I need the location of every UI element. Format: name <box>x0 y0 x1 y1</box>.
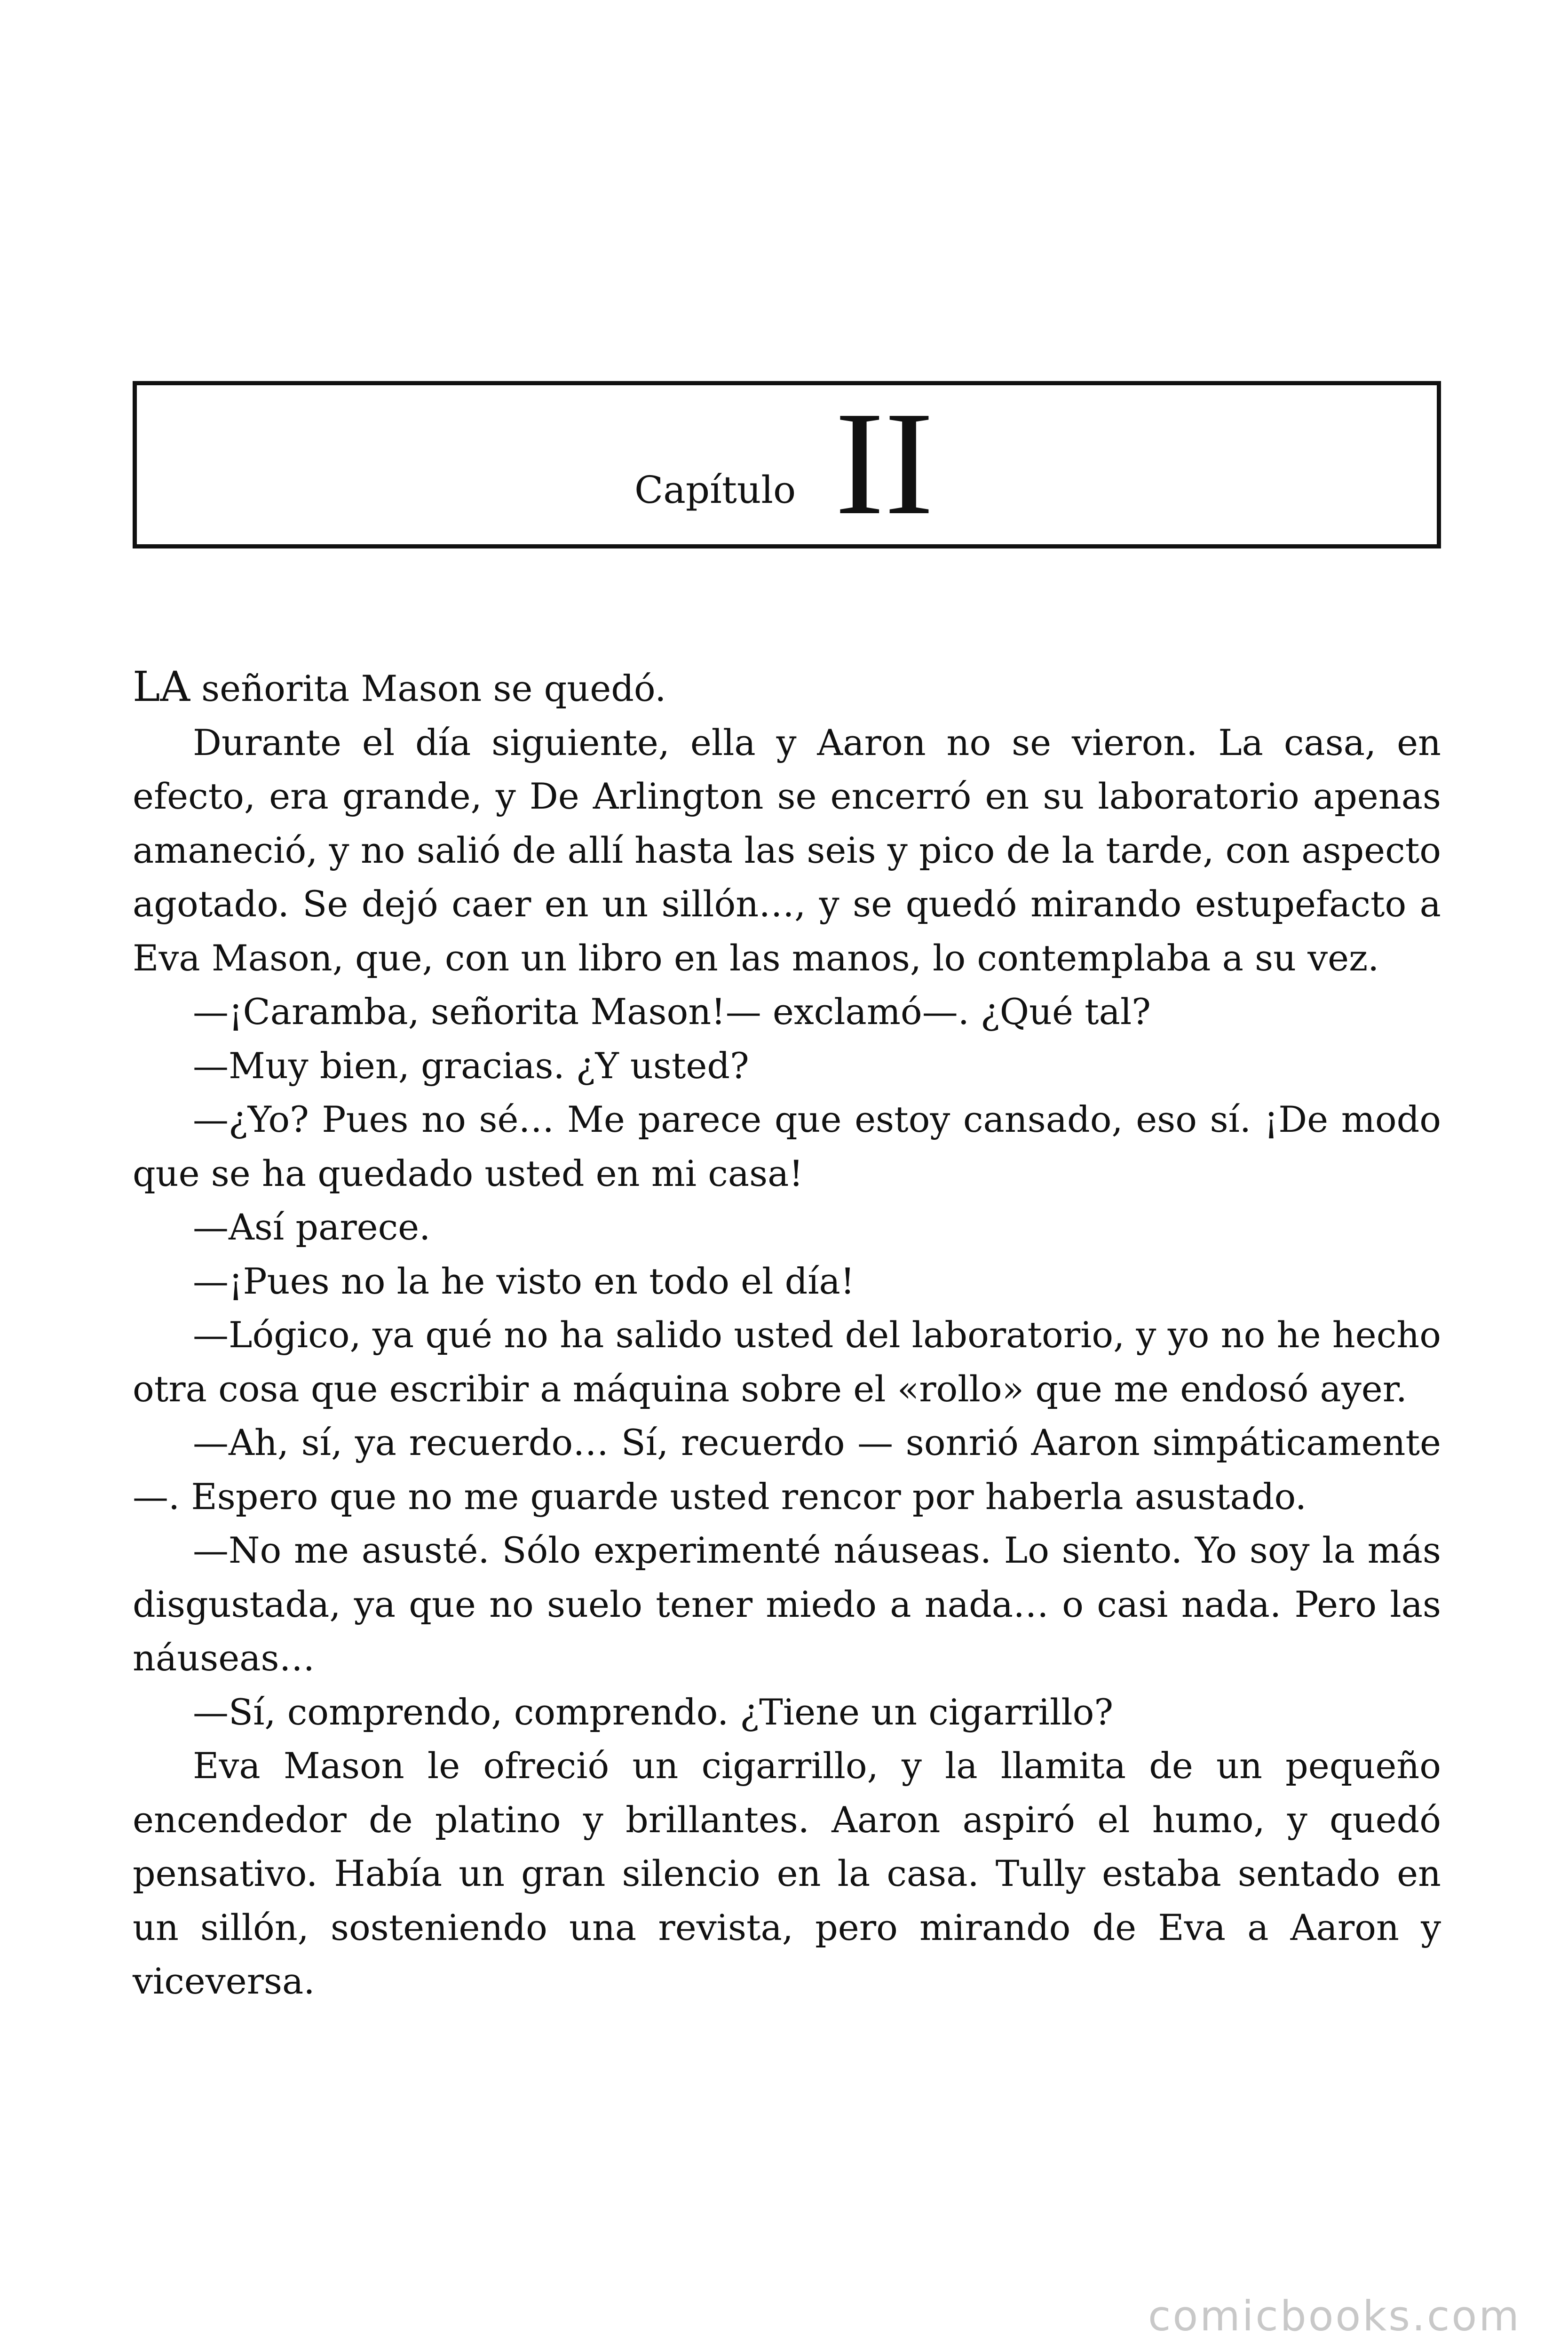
dialogue-line: —Muy bien, gracias. ¿Y usted? <box>193 1044 749 1087</box>
chapter-label: Capítulo <box>634 468 796 512</box>
watermark: comicbooks.com <box>1148 2292 1521 2340</box>
dialogue-line: —¡Caramba, señorita Mason!— exclamó—. ¿Qué tal? <box>193 991 1151 1033</box>
opening-text: señorita Mason se quedó. <box>190 667 666 709</box>
dialogue-line: —No me asusté. Sólo experimenté náuseas. Lo siento. Yo soy la más disgustada, ya que no suelo tener miedo a nada… o casi nada. Pero las náuseas… <box>133 1529 1441 1679</box>
paragraph: Eva Mason le ofreció un cigarrillo, y la llamita de un pequeño encendedor de platino y brillantes. Aaron aspiró el humo, y quedó pensativo. Había un gran silencio en la casa. Tully estaba sentado en un sillón, sosteniendo una revista, pero mirando de Eva a Aaron y viceversa. <box>133 1745 1441 2002</box>
dialogue-line: —¿Yo? Pues no sé… Me parece que estoy cansado, eso sí. ¡De modo que se ha quedado usted en mi casa! <box>133 1098 1441 1194</box>
dialogue-line: —¡Pues no la he visto en todo el día! <box>193 1260 855 1302</box>
dialogue-line: —Sí, comprendo, comprendo. ¿Tiene un cigarrillo? <box>193 1691 1114 1733</box>
chapter-numeral: II <box>835 381 934 546</box>
opening-lead-capitals: LA <box>133 662 190 711</box>
paragraph: Durante el día siguiente, ella y Aaron no se vieron. La casa, en efecto, era grande, y De Arlington se encerró en su laboratorio apenas amaneció, y no salió de allí hasta las seis y pico de la tarde, con aspecto agotado. Se dejó caer en un sillón…, y se quedó mirando estupefacto a Eva Mason, que, con un libro en las manos, lo contemplaba a su vez. <box>133 721 1441 979</box>
dialogue-line: —Ah, sí, ya recuerdo… Sí, recuerdo — sonrió Aaron simpáticamente—. Espero que no me guarde usted rencor por haberla asustado. <box>133 1422 1441 1518</box>
dialogue-line: —Lógico, ya qué no ha salido usted del laboratorio, y yo no he hecho otra cosa que escribir a máquina sobre el «rollo» que me endosó ayer. <box>133 1314 1441 1410</box>
dialogue-line: —Así parece. <box>193 1206 431 1248</box>
opening-paragraph <box>133 660 1441 716</box>
chapter-heading-box <box>133 381 1441 548</box>
chapter-body <box>133 660 1441 2009</box>
